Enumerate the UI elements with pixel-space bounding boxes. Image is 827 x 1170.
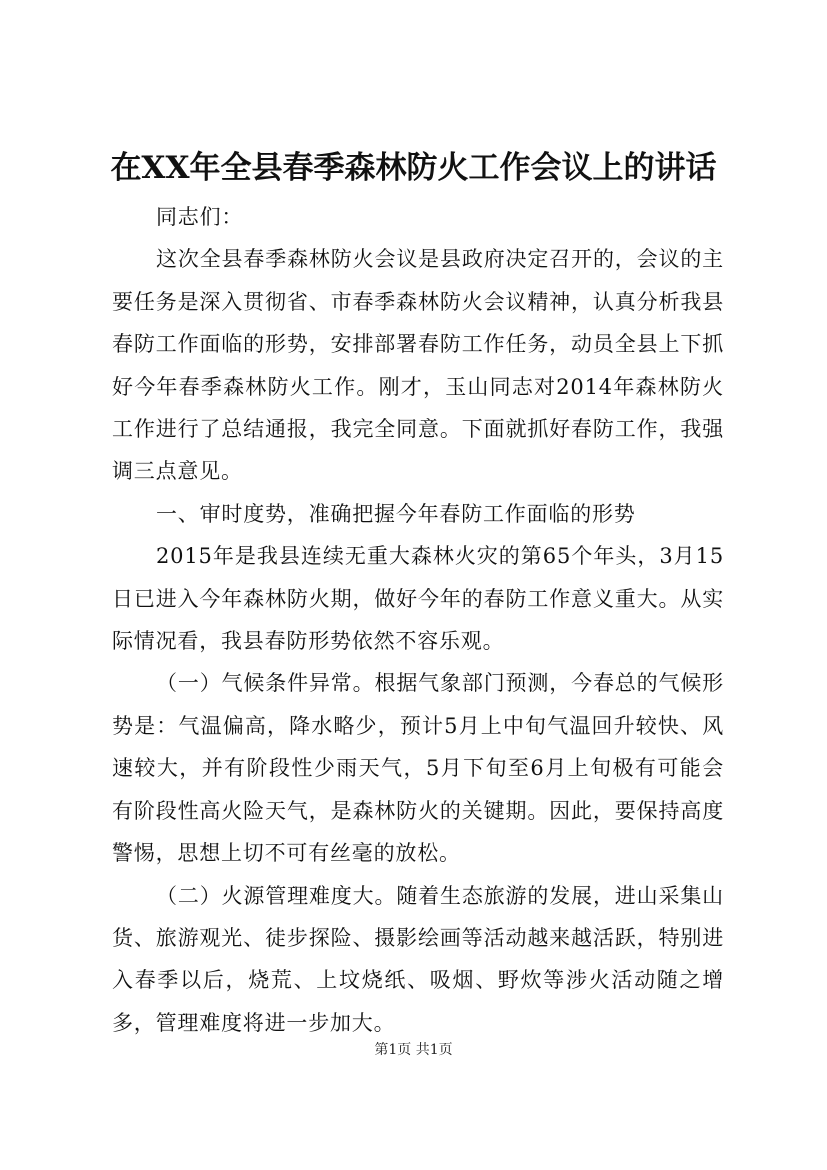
section-heading-1: 一、审时度势，准确把握今年春防工作面临的形势	[156, 501, 636, 526]
climate-paragraph: （一）气候条件异常。根据气象部门预测，今春总的气候形势是：气温偏高，降水略少，预计5月上中旬气温回升较快、风速较大，并有阶段性少雨天气，5月下旬至6月上旬极有可能会有阶段性高火险天气，是森林防火的关键期。因此，要保持高度警惕，思想上切不可有丝毫的放松。	[112, 671, 724, 866]
page-footer: 第1页 共1页	[374, 1042, 453, 1058]
fire-source-paragraph: （二）火源管理难度大。随着生态旅游的发展，进山采集山货、旅游观光、徒步探险、摄影绘画等活动越来越活跃，特别进入春季以后，烧荒、上坟烧纸、吸烟、野炊等涉火活动随之增多，管理难度将进一步加大。	[112, 883, 724, 1035]
document-title: 在XX年全县春季森林防火工作会议上的讲话	[110, 150, 717, 186]
intro-paragraph: 这次全县春季森林防火会议是县政府决定召开的，会议的主要任务是深入贯彻省、市春季森林防火会议精神，认真分析我县春防工作面临的形势，安排部署春防工作任务，动员全县上下抓好今年春季森林防火工作。刚才，玉山同志对2014年森林防火工作进行了总结通报，我完全同意。下面就抓好春防工作，我强调三点意见。	[112, 247, 724, 484]
context-paragraph: 2015年是我县连续无重大森林火灾的第65个年头，3月15日已进入今年森林防火期，做好今年的春防工作意义重大。从实际情况看，我县春防形势依然不容乐观。	[112, 544, 724, 654]
salutation-paragraph: 同志们：	[156, 205, 244, 229]
document-body	[112, 196, 724, 1044]
